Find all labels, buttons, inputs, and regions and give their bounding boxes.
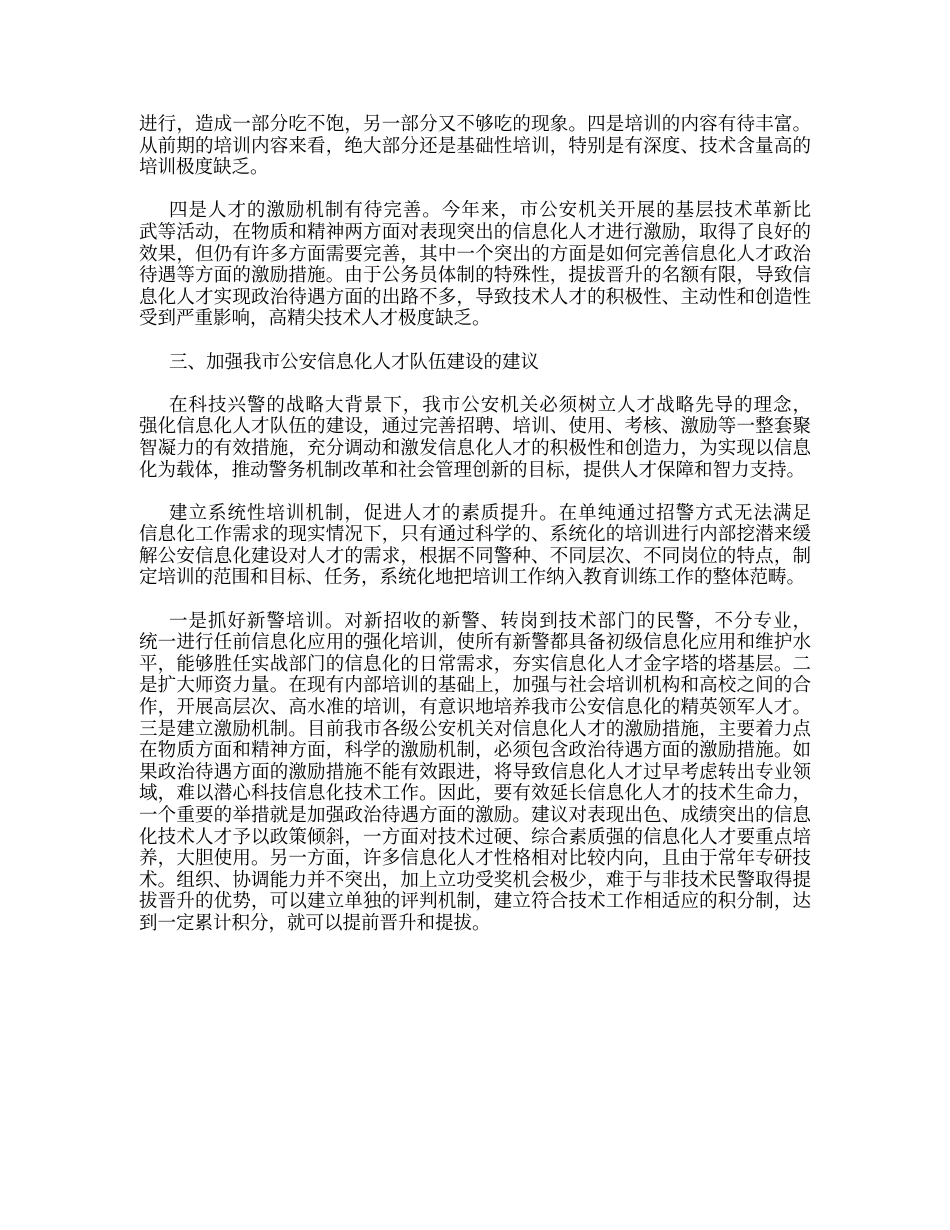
text-line: 武等活动，在物质和精神两方面对表现突出的信息化人才进行激励，取得了良好的 [139,221,811,243]
paragraph [139,200,811,330]
text-line: 平，能够胜任实战部门的信息化的日常需求，夯实信息化人才金字塔的塔基层。二 [139,653,811,675]
text-line: 统一进行任前信息化应用的强化培训，使所有新警都具备初级信息化应用和维护水 [139,632,811,654]
paragraph [139,114,811,179]
text-line: 化为载体，推动警务机制改革和社会管理创新的目标，提供人才保障和智力支持。 [139,459,806,481]
text-line: 进行，造成一部分吃不饱，另一部分又不够吃的现象。四是培训的内容有待丰富。 [139,114,811,135]
text-line: 解公安信息化建设对人才的需求，根据不同警种、不同层次、不同岗位的特点，制 [139,545,811,567]
text-line: 强化信息化人才队伍的建设，通过完善招聘、培训、使用、考核、激励等一整套聚 [139,416,811,438]
text-line: 四是人才的激励机制有待完善。今年来，市公安机关开展的基层技术革新比 [169,200,811,222]
text-line: 一是抓好新警培训。对新招收的新警、转岗到技术部门的民警，不分专业， [169,610,811,632]
text-line: 化技术人才予以政策倾斜，一方面对技术过硬、综合素质强的信息化人才要重点培 [139,826,811,848]
text-line: 三、加强我市公安信息化人才队伍建设的建议 [169,351,540,373]
text-line: 三是建立激励机制。目前我市各级公安机关对信息化人才的激励措施，主要着力点 [139,718,811,740]
paragraph [139,395,811,481]
text-line: 养，大胆使用。另一方面，许多信息化人才性格相对比较内向，且由于常年专研技 [139,848,811,870]
text-line: 息化人才实现政治待遇方面的出路不多，导致技术人才的积极性、主动性和创造性 [139,286,811,308]
text-line: 一个重要的举措就是加强政治待遇方面的激励。建议对表现出色、成绩突出的信息 [139,805,811,826]
document-page [139,114,811,956]
text-line: 果政治待遇方面的激励措施不能有效跟进，将导致信息化人才过早考虑转出专业领 [139,761,811,783]
text-line: 智凝力的有效措施，充分调动和激发信息化人才的积极性和创造力，为实现以信息 [139,437,811,459]
text-line: 定培训的范围和目标、任务，系统化地把培训工作纳入教育训练工作的整体范畴。 [139,567,806,589]
text-line: 待遇等方面的激励措施。由于公务员体制的特殊性，提拔晋升的名额有限，导致信 [139,265,811,287]
text-line: 到一定累计积分，就可以提前晋升和提拔。 [139,912,491,934]
text-line: 域，难以潜心科技信息化技术工作。因此，要有效延长信息化人才的技术生命力， [139,783,811,805]
text-line: 效果，但仍有许多方面需要完善，其中一个突出的方面是如何完善信息化人才政治 [139,243,811,265]
paragraph [139,503,811,589]
text-line: 建立系统性培训机制，促进人才的素质提升。在单纯通过招警方式无法满足 [169,502,811,524]
text-line: 在物质方面和精神方面，科学的激励机制，必须包含政治待遇方面的激励措施。如 [139,740,811,762]
text-line: 培训极度缺乏。 [139,157,269,179]
text-line: 是扩大师资力量。在现有内部培训的基础上，加强与社会培训机构和高校之间的合 [139,675,811,697]
text-line: 术。组织、协调能力并不突出，加上立功受奖机会极少，难于与非技术民警取得提 [139,869,811,891]
text-line: 拔晋升的优势，可以建立单独的评判机制，建立符合技术工作相适应的积分制，达 [139,891,811,913]
section-heading [139,352,811,374]
paragraph [139,611,811,935]
text-line: 在科技兴警的战略大背景下，我市公安机关必须树立人才战略先导的理念， [169,394,811,416]
text-line: 作，开展高层次、高水准的培训，有意识地培养我市公安信息化的精英领军人才。 [139,697,811,719]
text-line: 受到严重影响，高精尖技术人才极度缺乏。 [139,308,491,330]
text-line: 从前期的培训内容来看，绝大部分还是基础性培训，特别是有深度、技术含量高的 [139,135,811,157]
text-line: 信息化工作需求的现实情况下，只有通过科学的、系统化的培训进行内部挖潜来缓 [139,524,811,546]
